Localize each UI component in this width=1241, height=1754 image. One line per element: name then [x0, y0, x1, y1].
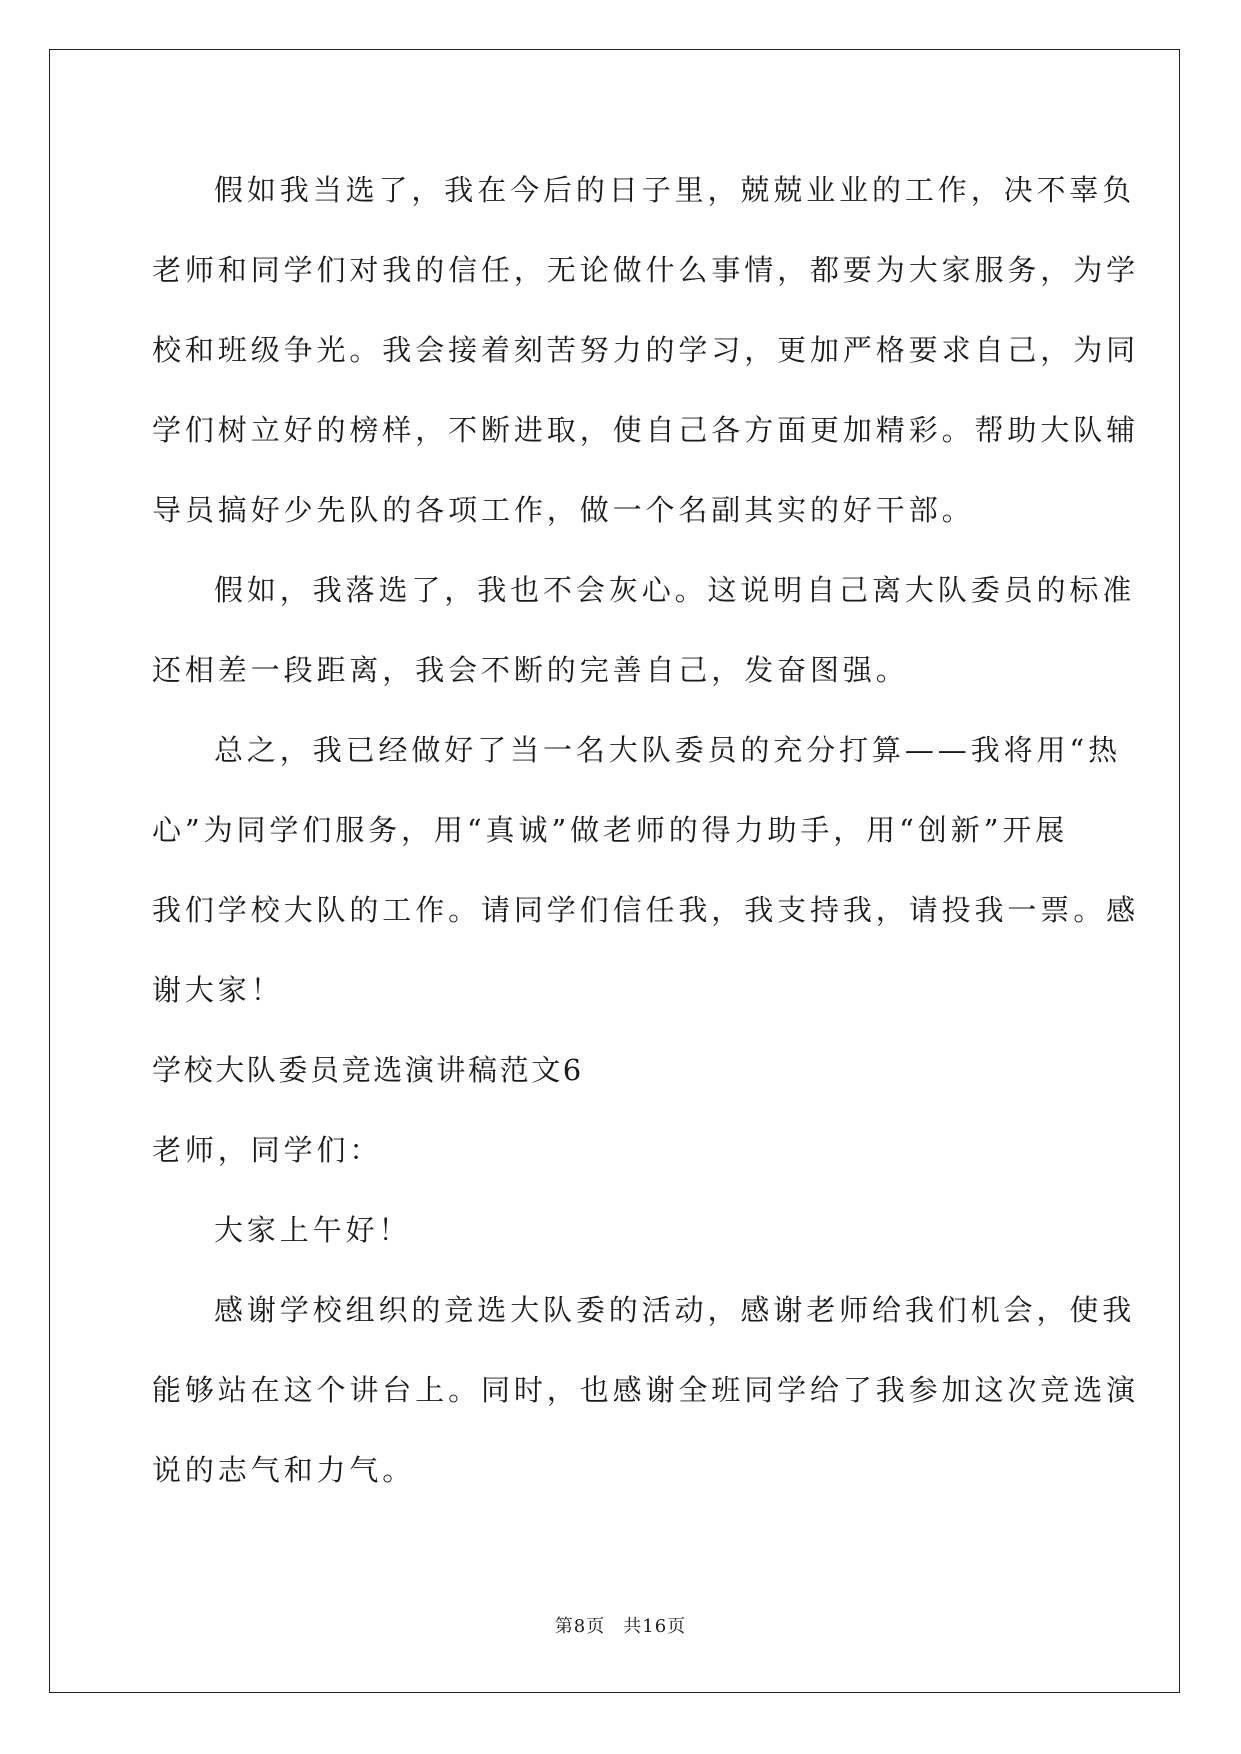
- paragraph-line: 我们学校大队的工作。请同学们信任我，我支持我，请投我一票。感: [152, 893, 1140, 927]
- greeting-line: 大家上午好！: [214, 1213, 412, 1247]
- paragraph-line: 假如我当选了，我在今后的日子里，兢兢业业的工作，决不辜负: [214, 173, 1136, 207]
- paragraph-line: 校和班级争光。我会接着刻苦努力的学习，更加严格要求自己，为同: [152, 333, 1140, 367]
- paragraph-line: 心”为同学们服务，用“真诚”做老师的得力助手，用“创新”开展: [152, 813, 1069, 847]
- paragraph-line: 谢大家！: [152, 973, 284, 1007]
- paragraph-line: 老师和同学们对我的信任，无论做什么事情，都要为大家服务，为学: [152, 253, 1140, 287]
- page-number: 第8页: [554, 1616, 606, 1637]
- paragraph-line: 能够站在这个讲台上。同时，也感谢全班同学给了我参加这次竞选演: [152, 1373, 1140, 1407]
- page-total: 共16页: [623, 1616, 687, 1637]
- section-heading: 学校大队委员竞选演讲稿范文6: [152, 1053, 584, 1087]
- paragraph-line: 导员搞好少先队的各项工作，做一个名副其实的好干部。: [152, 493, 975, 527]
- page-border: [49, 49, 1180, 1693]
- paragraph-line: 总之，我已经做好了当一名大队委员的充分打算——我将用“热: [214, 733, 1122, 767]
- paragraph-line: 学们树立好的榜样，不断进取，使自己各方面更加精彩。帮助大队辅: [152, 413, 1140, 447]
- page-footer: [0, 1616, 1241, 1638]
- paragraph-line: 说的志气和力气。: [152, 1453, 416, 1487]
- paragraph-line: 假如，我落选了，我也不会灰心。这说明自己离大队委员的标准: [214, 573, 1136, 607]
- paragraph-line: 还相差一段距离，我会不断的完善自己，发奋图强。: [152, 653, 909, 687]
- salutation-line: 老师，同学们：: [152, 1133, 383, 1167]
- paragraph-line: 感谢学校组织的竞选大队委的活动，感谢老师给我们机会，使我: [214, 1293, 1136, 1327]
